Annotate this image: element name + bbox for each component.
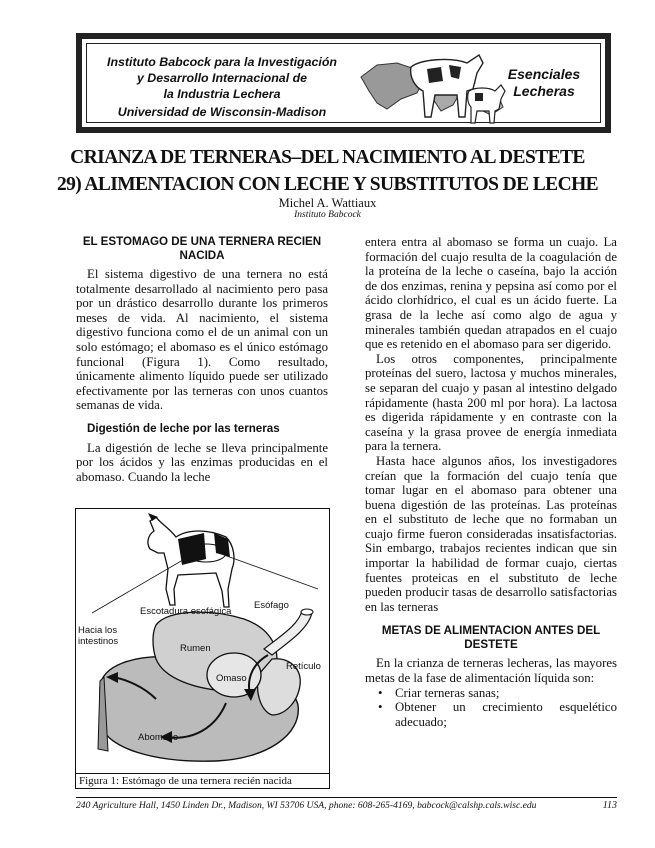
university-name: Universidad de Wisconsin-Madison [117,105,327,119]
label-rumen: Rumen [180,643,211,654]
right-column [365,235,617,729]
page-title-line1: CRIANZA DE TERNERAS–DEL NACIMIENTO AL DESTETE [70,147,585,168]
goal-item: • Obtener un crecimiento esquelético adecuado; [395,700,617,729]
label-omaso: Omaso [216,673,247,684]
subheading-milk-digestion: Digestión de leche por las terneras [87,421,280,435]
goal-item: • Criar terneras sanas; [395,686,617,701]
institute-line3: la Industria Lechera [163,87,281,101]
paragraph-milk-digestion: La digestión de leche se lleva principalmente por los ácidos y las enzimas producidas en el abomaso. Cuando la leche [76,440,328,484]
section-heading-stomach: EL ESTOMAGO DE UNA TERNERA RECIEN NACIDA [82,235,322,262]
author-name: Michel A. Wattiaux [278,196,377,210]
paragraph-whey: Los otros componentes, principalmente proteínas del suero, lactosa y muchos minerales, se separan del cuajo y pasan al intestino delgado rápidamente (hasta 200 ml por hora). La lactosa es digerida rápidamente y en contraste con la caseína y la grasa provee de energía inmediata para la ternera. [365,351,617,454]
label-reticulo: Retículo [286,661,321,672]
series-line1: Esenciales [507,66,581,82]
page-number: 113 [602,800,617,811]
header-inner-frame [86,43,601,123]
figure-calf-stomach [75,508,330,789]
section-heading-goals: METAS DE ALIMENTACION ANTES DEL DESTETE [381,624,601,652]
world-cow-logo [357,47,509,127]
label-escotadura: Escotadura esofágica [140,606,232,617]
label-esofago: Esófago [254,600,289,611]
header-banner [76,33,611,133]
goals-list [365,686,617,730]
paragraph-goals: En la crianza de terneras lecheras, las mayores metas de la fase de alimentación líquida son: [365,656,617,686]
paragraph-curd: entera entra al abomaso se forma un cuajo. La formación del cuajo resulta de la coagulación de la proteína de la leche o caseína, bajo la acción de dos enzimas, renina y pepsina así como por el ácido clorhídrico, el cual es un ácido fuerte. La grasa de la leche así como algo de agua y minerales también quedan atrapados en el cuajo que es retenido en el abomaso para ser digerido. [365,235,617,352]
institute-block [91,54,353,120]
series-line2: Lecheras [513,83,575,99]
label-abomaso: Abomaso [138,732,179,743]
figure-caption: Figura 1: Estómago de una ternera recién nacida [76,773,329,788]
left-column [76,235,328,484]
institute-line2: y Desarrollo Internacional de [136,71,308,85]
author-affiliation: Instituto Babcock [294,210,361,220]
footer-rule [76,797,617,798]
paragraph-research: Hasta hace algunos años, los investigadores creían que la formación del cuajo tenía que tomar lugar en el abomaso para obtener una buena digestión de las proteínas. Las proteínas en el substituto de leche que no formaban un cuajo firme fueron consideradas insatisfactorias. Sin embargo, trabajos recientes indican que sin importar la habilidad de formar cuajo, ciertas fuentes proteicas en el substituto de leche pueden producir tasas de desarrollo satisfactorias en las terneras [365,453,617,614]
institute-line1: Instituto Babcock para la Investigación [107,55,337,69]
series-badge [496,66,592,100]
paragraph-stomach: El sistema digestivo de una ternera no está totalmente desarrollado al nacimiento pero pasa por un drástico desarrollo durante los primeros meses de vida. Al nacimiento, el sistema digestivo funciona como el de un animal con un solo estómago; el abomaso es el único estómago funcional (Figura 1). Como resultado, únicamente alimento líquido puede ser utilizado efectivamente por las terneras con unos cuantos semanas de vida. [76,267,328,413]
label-intestinos: Hacia los intestinos [78,625,119,647]
page-title-line2: 29) ALIMENTACION CON LECHE Y SUBSTITUTOS DE LECHE [56,174,599,195]
footer-address: 240 Agriculture Hall, 1450 Linden Dr., Madison, WI 53706 USA, phone: 608-265-4169, babcock@calshp.cals.wisc.edu [76,800,537,811]
